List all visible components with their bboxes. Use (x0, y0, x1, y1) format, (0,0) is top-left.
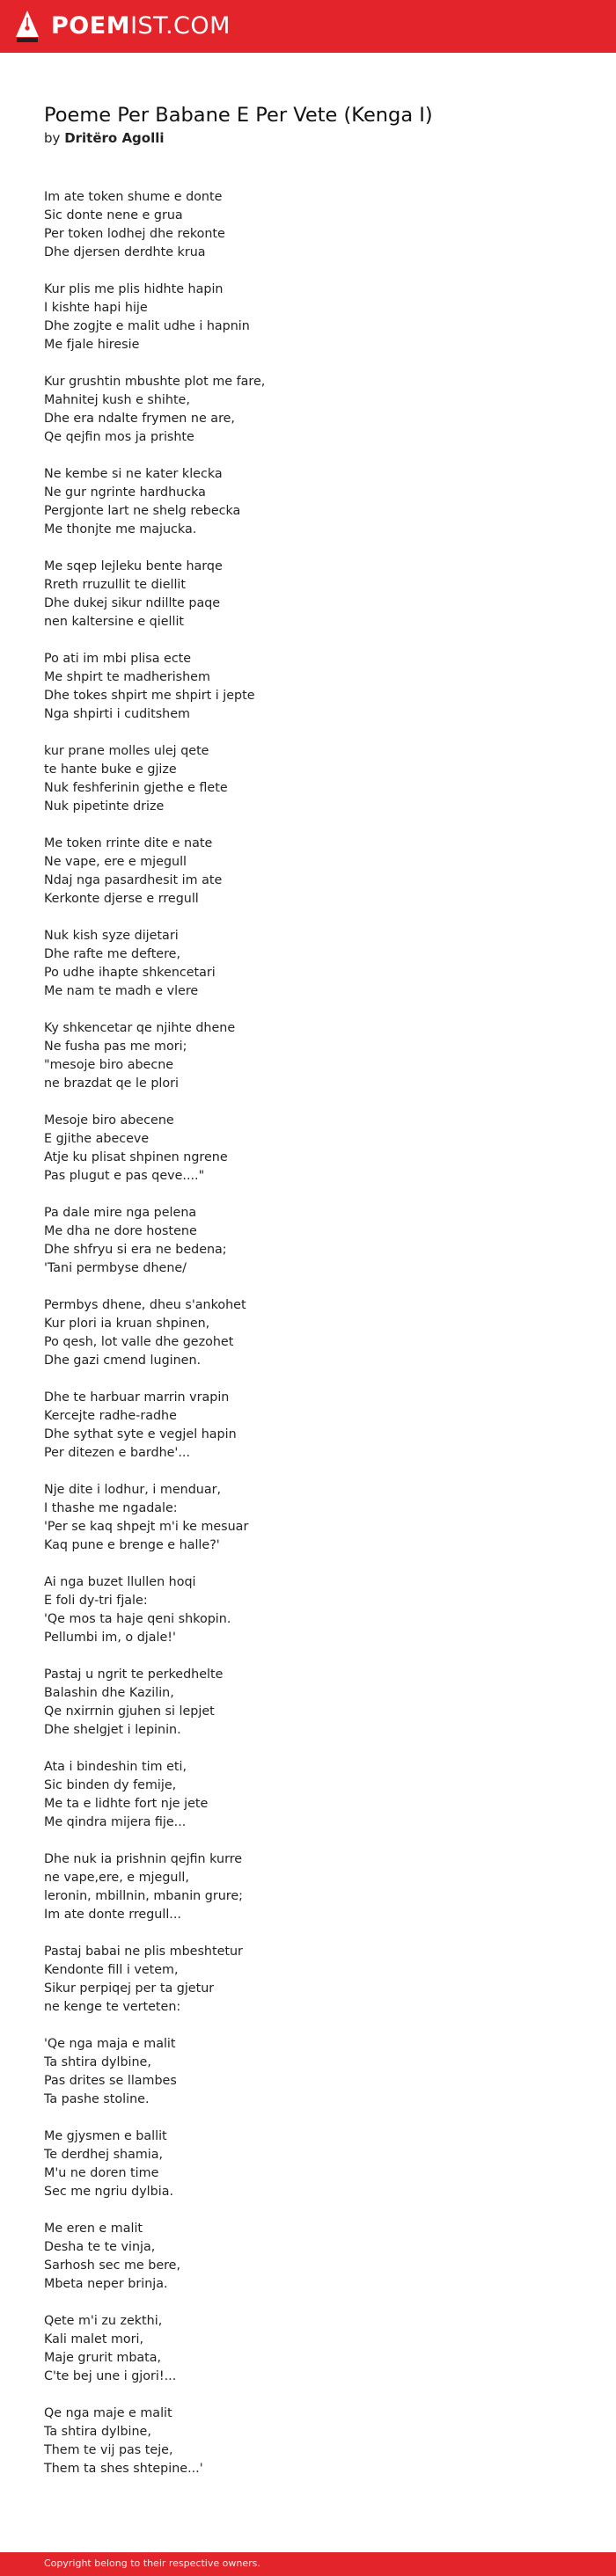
poem-line: Me fjale hiresie (44, 338, 140, 352)
poem-line: Ai nga buzet llullen hoqi (44, 1575, 196, 1589)
poem-line: Ta shtira dylbine, (44, 2055, 151, 2069)
poem-line: Per token lodhej dhe rekonte (44, 227, 225, 241)
poem-line: Ne vape, ere e mjegull (44, 855, 187, 869)
poem-line: Me token rrinte dite e nate (44, 836, 213, 850)
poem-line: te hante buke e gjize (44, 763, 177, 777)
poem-line: Dhe shfryu si era ne bedena; (44, 1243, 227, 1257)
copyright-notice: Copyright belong to their respective owners. (44, 2558, 260, 2569)
poem-line: I thashe me ngadale: (44, 1501, 178, 1515)
site-footer (0, 2552, 616, 2576)
author-link[interactable]: Dritëro Agolli (64, 130, 165, 146)
poem-line: Nuk pipetinte drize (44, 799, 165, 814)
poem-stanza (44, 1943, 572, 2017)
by-label: by (44, 130, 61, 146)
poem-stanza (44, 2312, 572, 2386)
poem-line: Me shpirt te madherishem (44, 670, 210, 684)
poem-line: Them ta shes shtepine...' (44, 2462, 203, 2476)
poem-line: Ne gur ngrinte hardhucka (44, 485, 206, 500)
poem-line: Me sqep lejleku bente harqe (44, 559, 223, 573)
poem-line: Desha te te vinja, (44, 2240, 156, 2254)
poem-line: Kaq pune e brenge e halle?' (44, 1538, 220, 1552)
poem-stanza (44, 1296, 572, 1370)
poem-line: Ndaj nga pasardhesit im ate (44, 873, 223, 887)
poem-line: Ky shkencetar qe njihte dhene (44, 1021, 236, 1035)
poem-line: I kishte hapi hije (44, 301, 148, 315)
poem-body (44, 188, 572, 2497)
logo-light-text: IST.COM (130, 12, 231, 40)
poem-stanza (44, 927, 572, 1001)
poem-line: 'Tani permbyse dhene/ (44, 1261, 187, 1275)
poem-line: "mesoje biro abecne (44, 1058, 174, 1072)
poem-stanza (44, 465, 572, 539)
poem-line: Qe qejfin mos ja prishte (44, 430, 194, 444)
poem-stanza (44, 1112, 572, 1186)
poem-line: Kerkonte djerse e rregull (44, 892, 199, 906)
poem-line: Nuk feshferinin gjethe e flete (44, 781, 228, 795)
poem-line: Them te vij pas teje, (44, 2443, 173, 2457)
poem-line: Im ate token shume e donte (44, 190, 223, 204)
poem-stanza (44, 1850, 572, 1924)
poem-stanza (44, 835, 572, 909)
poem-line: Ta shtira dylbine, (44, 2425, 151, 2439)
poem-line: nen kaltersine e qiellit (44, 615, 185, 629)
poem-stanza (44, 2220, 572, 2294)
poem-line: Dhe era ndalte frymen ne are, (44, 412, 235, 426)
poem-line: Dhe sythat syte e vegjel hapin (44, 1427, 237, 1441)
poem-line: ne brazdat qe le plori (44, 1076, 179, 1091)
poem-stanza (44, 1389, 572, 1463)
poem-line: Me gjysmen e ballit (44, 2129, 167, 2143)
poem-title: Poeme Per Babane E Per Vete (Kenga I) (44, 104, 433, 127)
poem-line: Dhe dukej sikur ndillte paqe (44, 596, 221, 610)
poem-line: ne kenge te verteten: (44, 2000, 181, 2014)
poem-line: Ata i bindeshin tim eti, (44, 1760, 187, 1774)
poem-line: Po qesh, lot valle dhe gezohet (44, 1335, 234, 1349)
poem-line: E foli dy-tri fjale: (44, 1594, 148, 1608)
poem-stanza (44, 1573, 572, 1647)
poem-line: Me thonjte me majucka. (44, 522, 197, 536)
poem-line: Sic binden dy femije, (44, 1778, 177, 1792)
poem-line: Po udhe ihapte shkencetari (44, 966, 216, 980)
poem-line: Me eren e malit (44, 2222, 143, 2236)
poem-line: 'Per se kaq shpejt m'i ke mesuar (44, 1520, 249, 1534)
poem-line: Mahnitej kush e shihte, (44, 393, 190, 407)
poem-line: Dhe gazi cmend luginen. (44, 1354, 202, 1368)
poem-line: Pastaj babai ne plis mbeshtetur (44, 1945, 243, 1959)
poem-line: C'te bej une i gjori!... (44, 2369, 177, 2383)
poem-line: Mbeta neper brinja. (44, 2277, 168, 2291)
poem-stanza (44, 1758, 572, 1832)
poem-line: Dhe zogjte e malit udhe i hapnin (44, 319, 250, 333)
poem-line: Nuk kish syze dijetari (44, 929, 179, 943)
poem-stanza (44, 2127, 572, 2201)
poem-line: ne vape,ere, e mjegull, (44, 1871, 189, 1885)
poem-stanza (44, 1481, 572, 1555)
poem-line: Pas plugut e pas qeve...." (44, 1169, 205, 1183)
poem-line: E gjithe abeceve (44, 1132, 150, 1146)
poem-line: Ne fusha pas me mori; (44, 1040, 187, 1054)
pen-nib-icon (16, 11, 39, 42)
poem-line: Ta pashe stoline. (44, 2092, 150, 2106)
poem-line: Sikur perpiqej per ta gjetur (44, 1981, 215, 1996)
poem-line: 'Qe mos ta haje qeni shkopin. (44, 1612, 231, 1626)
poem-line: Balashin dhe Kazilin, (44, 1686, 174, 1700)
poem-line: Rreth rruzullit te diellit (44, 578, 187, 592)
poem-line: Sic donte nene e grua (44, 208, 183, 223)
poem-stanza (44, 1204, 572, 1278)
logo-wordmark (51, 11, 231, 42)
poem-line: Qe nxirrnin gjuhen si lepjet (44, 1704, 215, 1719)
poem-line: Maje grurit mbata, (44, 2351, 162, 2365)
poem-line: Te derdhej shamia, (44, 2148, 164, 2162)
poem-line: Kur grushtin mbushte plot me fare, (44, 375, 266, 389)
poem-line: Dhe djersen derdhte krua (44, 245, 206, 259)
byline (44, 130, 165, 146)
poem-line: Kur plori ia kruan shpinen, (44, 1317, 210, 1331)
poem-line: Im ate donte rregull... (44, 1908, 181, 1922)
poem-stanza (44, 1019, 572, 1093)
poem-line: Dhe shelgjet i lepinin. (44, 1723, 181, 1737)
poem-line: Kur plis me plis hidhte hapin (44, 282, 224, 296)
poem-line: Pa dale mire nga pelena (44, 1206, 197, 1220)
site-header (0, 0, 616, 53)
poem-line: Dhe te harbuar marrin vrapin (44, 1390, 230, 1405)
poem-line: Pergjonte lart ne shelg rebecka (44, 504, 241, 518)
poem-line: Per ditezen e bardhe'... (44, 1446, 190, 1460)
poem-line: Dhe tokes shpirt me shpirt i jepte (44, 689, 255, 703)
poem-line: M'u ne doren time (44, 2166, 159, 2180)
poem-line: Pellumbi im, o djale!' (44, 1631, 176, 1645)
poem-line: Dhe rafte me deftere, (44, 947, 181, 961)
poem-line: Me dha ne dore hostene (44, 1224, 197, 1238)
poem-stanza (44, 2405, 572, 2478)
poem-line: Kendonte fill i vetem, (44, 1963, 179, 1977)
poem-stanza (44, 2035, 572, 2109)
poem-line: Me qindra mijera fije... (44, 1815, 187, 1829)
site-logo[interactable] (16, 11, 231, 42)
poem-line: Me nam te madh e vlere (44, 984, 199, 998)
poem-line: Qete m'i zu zekthi, (44, 2314, 163, 2328)
poem-line: Po ati im mbi plisa ecte (44, 652, 192, 666)
poem-stanza (44, 558, 572, 631)
poem-line: Atje ku plisat shpinen ngrene (44, 1150, 228, 1164)
poem-line: Sec me ngriu dylbia. (44, 2185, 173, 2199)
poem-line: Me ta e lidhte fort nje jete (44, 1797, 209, 1811)
poem-line: Dhe nuk ia prishnin qejfin kurre (44, 1852, 243, 1866)
poem-stanza (44, 281, 572, 354)
poem-stanza (44, 1666, 572, 1740)
poem-line: Mesoje biro abecene (44, 1113, 174, 1127)
poem-line: Ne kembe si ne kater klecka (44, 467, 223, 481)
poem-line: Nga shpirti i cuditshem (44, 707, 190, 721)
poem-stanza (44, 188, 572, 262)
poem-line: Kali malet mori, (44, 2332, 144, 2346)
poem-line: leronin, mbillnin, mbanin grure; (44, 1889, 243, 1903)
poem-line: Qe nga maje e malit (44, 2406, 172, 2420)
logo-bold-text: POEM (51, 12, 131, 40)
poem-line: 'Qe nga maja e malit (44, 2037, 176, 2051)
poem-line: Permbys dhene, dheu s'ankohet (44, 1298, 246, 1312)
poem-stanza (44, 373, 572, 447)
poem-line: Nje dite i lodhur, i menduar, (44, 1483, 222, 1497)
poem-line: Sarhosh sec me bere, (44, 2259, 181, 2273)
poem-line: Pas drites se llambes (44, 2074, 177, 2088)
poem-line: Kercejte radhe-radhe (44, 1409, 177, 1423)
poem-stanza (44, 650, 572, 724)
poem-line: kur prane molles ulej qete (44, 744, 209, 758)
poem-line: Pastaj u ngrit te perkedhelte (44, 1667, 224, 1682)
poem-stanza (44, 742, 572, 816)
